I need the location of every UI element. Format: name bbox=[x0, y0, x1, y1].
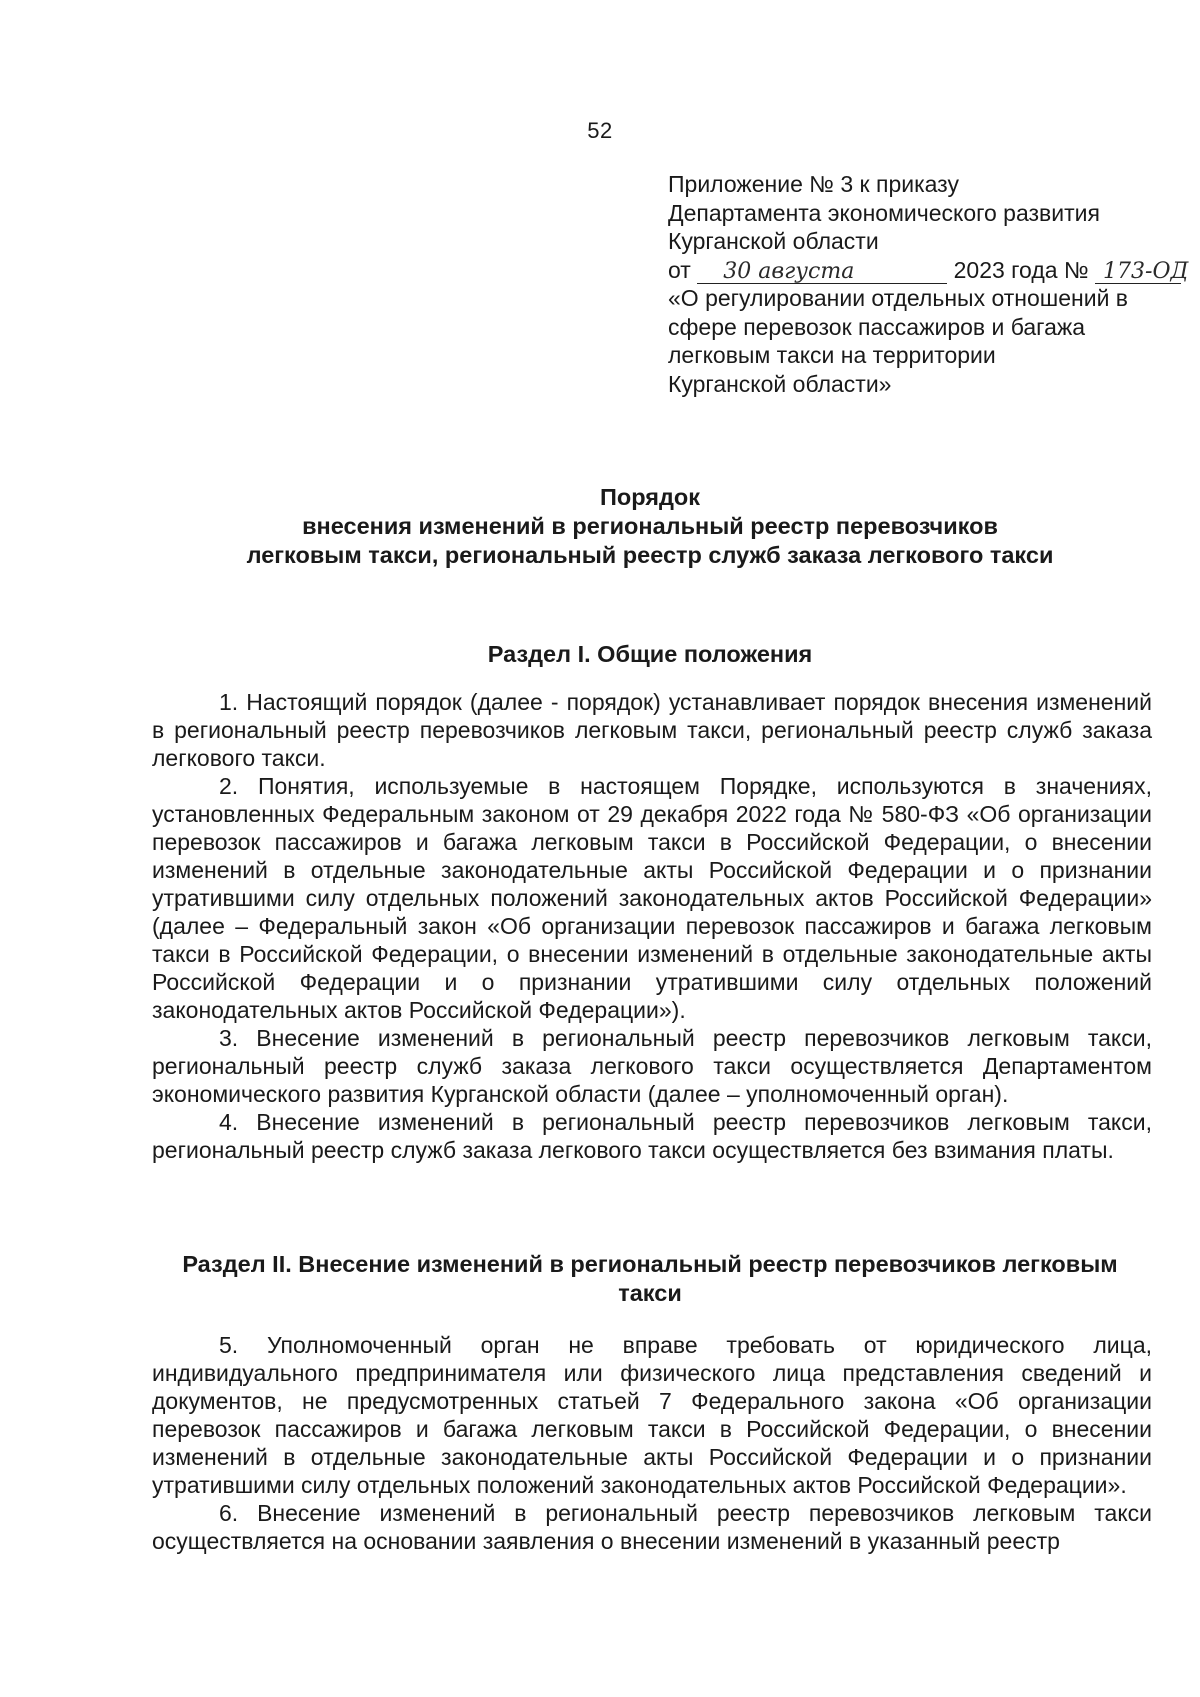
appendix-line-2: Департамента экономического развития bbox=[668, 199, 1100, 226]
paragraph-5: 5. Уполномоченный орган не вправе требовать от юридического лица, индивидуального предпринимателя или физического лица представления сведений и документов, не предусмотренных статьей 7 Федерального закона «Об организации перевозок пассажиров и багажа легковым такси в Российской Федерации, о внесении изменений в отдельные законодательные акты Российской Федерации и о признании утратившими силу отдельных положений законодательных актов Российской Федерации». bbox=[152, 1332, 1152, 1498]
document-title bbox=[150, 483, 1150, 570]
section-2-heading bbox=[150, 1250, 1150, 1308]
handwritten-date: 30 августа bbox=[697, 261, 947, 284]
paragraph-4: 4. Внесение изменений в региональный реестр перевозчиков легковым такси, региональный реестр служб заказа легкового такси осуществляется без взимания платы. bbox=[152, 1109, 1152, 1163]
paragraph-2: 2. Понятия, используемые в настоящем Порядке, используются в значениях, установленных Федеральным законом от 29 декабря 2022 года № 580-ФЗ «Об организации перевозок пассажиров и багажа легковым такси в Российской Федерации, о внесении изменений в отдельные законодательные акты Российской Федерации и о признании утратившими силу отдельных положений законодательных актов Российской Федерации» (далее – Федеральный закон «Об организации перевозок пассажиров и багажа легковым такси в Российской Федерации, о внесении изменений в отдельные законодательные акты Российской Федерации и о признании утратившими силу отдельных положений законодательных актов Российской Федерации»). bbox=[152, 773, 1152, 1023]
year-text: 2023 года № bbox=[953, 256, 1089, 283]
section-2-heading-line-1: Раздел II. Внесение изменений в региональный реестр перевозчиков легковым bbox=[182, 1251, 1118, 1277]
appendix-date-line bbox=[668, 256, 1189, 285]
section-2-heading-line-2: такси bbox=[618, 1280, 682, 1306]
appendix-subject-line-4: Курганской области» bbox=[668, 370, 892, 397]
appendix-subject-line-1: «О регулировании отдельных отношений в bbox=[668, 285, 1129, 311]
handwritten-order-number: 173-ОД bbox=[1095, 261, 1181, 284]
page-number: 52 bbox=[587, 118, 613, 143]
paragraph-3: 3. Внесение изменений в региональный реестр перевозчиков легковым такси, региональный реестр служб заказа легкового такси осуществляется Департаментом экономического развития Курганской области (далее – уполномоченный орган). bbox=[152, 1025, 1152, 1107]
title-line-1: Порядок bbox=[599, 484, 701, 510]
title-line-2: внесения изменений в региональный реестр перевозчиков bbox=[302, 513, 998, 539]
appendix-line-1: Приложение № 3 к приказу bbox=[668, 171, 959, 197]
section-2-body bbox=[152, 1331, 1152, 1555]
date-prefix: от bbox=[668, 256, 691, 283]
appendix-subject-line-3: легковым такси на территории bbox=[668, 342, 996, 368]
section-1-heading: Раздел I. Общие положения bbox=[487, 641, 813, 667]
appendix-line-3: Курганской области bbox=[668, 228, 879, 254]
title-line-3: легковым такси, региональный реестр служб заказа легкового такси bbox=[246, 542, 1054, 568]
appendix-block bbox=[668, 170, 1189, 398]
section-1-body bbox=[152, 688, 1152, 1164]
appendix-subject-line-2: сфере перевозок пассажиров и багажа bbox=[668, 313, 1086, 340]
paragraph-6: 6. Внесение изменений в региональный реестр перевозчиков легковым такси осуществляется на основании заявления о внесении изменений в указанный реестр bbox=[152, 1500, 1152, 1554]
paragraph-1: 1. Настоящий порядок (далее - порядок) устанавливает порядок внесения изменений в региональный реестр перевозчиков легковым такси, региональный реестр служб заказа легкового такси. bbox=[152, 689, 1152, 771]
